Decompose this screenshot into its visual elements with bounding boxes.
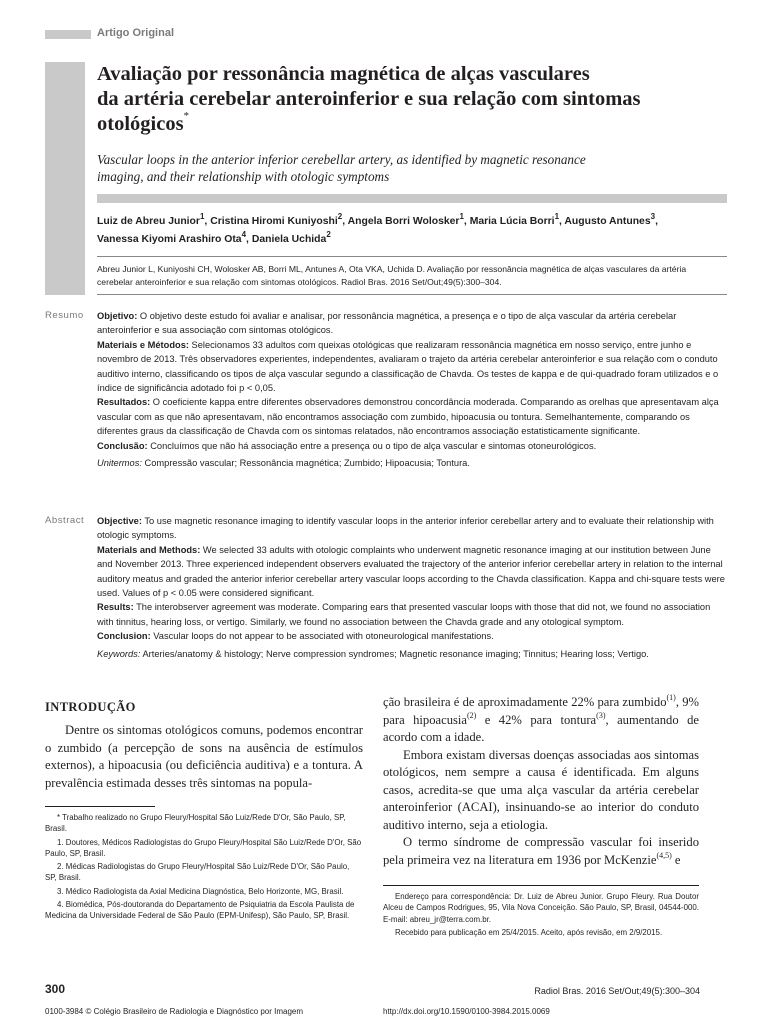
left-footnotes bbox=[45, 812, 363, 924]
abstract-tag: Abstract bbox=[45, 515, 85, 526]
author-name: Maria Lúcia Borri bbox=[469, 216, 555, 227]
authors-line-1: Luiz de Abreu Junior$^1$, Cristina Hiromi Kuniyoshi$^2$, Angela Borri Wolosker$^1$, Maria Lúcia Borri$^1$, Augusto Antunes$^3$, bbox=[97, 212, 658, 227]
left-footnote-rule bbox=[45, 806, 155, 807]
correspondence: Endereço para correspondência: Dr. Luiz de Abreu Junior. Grupo Fleury. Rua Doutor Alceu de Campos Rodrigues, 95, Vila Nova Conceição. São Paulo, SP, Brasil, 04544-000. E-mail: abreu_jr@terra.com.br. bbox=[383, 892, 699, 924]
intro-heading: INTRODUÇÃO bbox=[45, 700, 136, 714]
citation-line-2: cerebelar anteroinferior e sua relação com sintomas otológicos. Radiol Bras. 2016 Set/Out;49(5):300–304. bbox=[97, 277, 502, 287]
right-footnotes bbox=[383, 891, 699, 940]
author-name: Cristina Hiromi Kuniyoshi bbox=[210, 216, 338, 227]
intro-paragraph-3: Embora existam diversas doenças associadas aos sintomas otológicos, nem sempre a causa é identificada. Em alguns casos, acredita-se que uma alça vascular da artéria cerebelar anteroinferior (ACAI), insinuando-se ao interior do conduto auditivo interno, seja a etiologia. bbox=[383, 747, 699, 832]
author-affiliation: 1 bbox=[554, 212, 560, 221]
citation-line-1: Abreu Junior L, Kuniyoshi CH, Wolosker AB, Borri ML, Antunes A, Ota VKA, Uchida D. Avaliação por ressonância magnética de alças vasculares da artéria bbox=[97, 264, 687, 274]
authors bbox=[97, 213, 737, 249]
article-subtitle bbox=[97, 151, 737, 185]
citation bbox=[97, 263, 737, 289]
right-footnote-rule bbox=[383, 885, 699, 886]
title-line-1: Avaliação por ressonância magnética de alças vasculares bbox=[97, 63, 590, 85]
doi-link[interactable]: http://dx.doi.org/10.1590/0100-3984.2015.0069 bbox=[383, 1007, 550, 1016]
abstract-keywords: Keywords: Arteries/anatomy & histology; Nerve compression syndromes; Magnetic resonance imaging; Tinnitus; Hearing loss; Vertigo. bbox=[97, 648, 649, 659]
resumo-objetivo: Objetivo: O objetivo deste estudo foi avaliar e analisar, por ressonância magnética, a presença e o tipo de alça vascular da artéria cerebelar anteroinferior e sua associação com sintomas otológicos. bbox=[97, 311, 677, 336]
author-affiliation: 2 bbox=[337, 212, 343, 221]
resumo-metodos: Materiais e Métodos: Selecionamos 33 adultos com queixas otológicas que realizaram ressonância magnética em nosso serviço, entre junho e novembro de 2013. Três observadores experientes, independentes, avaliaram o trajeto da artéria cerebelar anteroinferior e sua relação com o conduto auditivo interno, classificando os tipos de alça vascular segundo a classificação de Chavda. Os testes de kappa e de qui-quadrado foram utilizados e o índice de significância adotado foi p < 0,05. bbox=[97, 339, 719, 394]
intro-paragraph-4: O termo síndrome de compressão vascular foi inserido pela primeira vez na literatura em 1936 por McKenzie$^{(4,5)}$ e bbox=[383, 835, 699, 867]
author-affiliation: 2 bbox=[326, 230, 331, 239]
citation-rule-top bbox=[97, 256, 727, 257]
author-name: Daniela Uchida bbox=[251, 234, 327, 245]
subtitle-line-1: Vascular loops in the anterior inferior cerebellar artery, as identified by magnetic resonance bbox=[97, 152, 586, 167]
resumo-resultados: Resultados: O coeficiente kappa entre diferentes observadores demonstrou concordância moderada. Comparando as orelhas que apresentavam alça vascular com as que não apresentavam, não encontramos associação com zumbido, hipoacusia ou tontura. Semelhantemente, comparando os diferentes graus da classificação de Chavda com os sintomas relatados, não encontramos associação estatisticamente significante. bbox=[97, 397, 719, 437]
journal-ref: Radiol Bras. 2016 Set/Out;49(5):300–304 bbox=[534, 986, 700, 996]
citation-rule-bottom bbox=[97, 294, 727, 295]
section-label: Artigo Original bbox=[97, 27, 174, 39]
footnote-item: 3. Médico Radiologista da Axial Medicina Diagnóstica, Belo Horizonte, MG, Brasil. bbox=[57, 886, 344, 896]
footnote-item: * Trabalho realizado no Grupo Fleury/Hospital São Luiz/Rede D'Or, São Paulo, SP, Brasil. bbox=[45, 813, 346, 834]
article-title bbox=[97, 62, 737, 137]
abstract-conclusion: Conclusion: Vascular loops do not appear to be associated with otoneurological manifestations. bbox=[97, 631, 494, 642]
intro-paragraph-2: ção brasileira é de aproximadamente 22% para zumbido$^{(1)}$, 9% para hipoacusia$^{(2)}$ e 42% para tontura$^{(3)}$, aumentando de acordo com a idade. bbox=[383, 693, 699, 744]
abstract-objective: Objective: To use magnetic resonance imaging to identify vascular loops in the anterior inferior cerebellar artery and to evaluate their relationship with otologic symptoms. bbox=[97, 516, 714, 541]
intro-right-column bbox=[383, 694, 699, 869]
page-number: 300 bbox=[45, 982, 66, 996]
intro-left-column bbox=[45, 722, 363, 792]
header-bar bbox=[45, 30, 91, 39]
author-name: Vanessa Kiyomi Arashiro Ota bbox=[97, 234, 242, 245]
footnote-item: 4. Biomédica, Pós-doutoranda do Departamento de Psiquiatria da Escola Paulista de Medicina da Universidade Federal de São Paulo (EPM-Unifesp), São Paulo, SP, Brasil. bbox=[45, 900, 355, 921]
footnote-item: 1. Doutores, Médicos Radiologistas do Grupo Fleury/Hospital São Luiz/Rede D'Or, São Paulo, SP, Brasil. bbox=[45, 837, 362, 858]
issn-copyright: 0100-3984 © Colégio Brasileiro de Radiologia e Diagnóstico por Imagem bbox=[45, 1007, 304, 1016]
author-affiliation: 3 bbox=[650, 212, 656, 221]
title-line-3: otológicos* bbox=[97, 110, 190, 135]
resumo-block bbox=[97, 309, 727, 470]
abstract-results: Results: The interobserver agreement was moderate. Comparing ears that presented vascular loops with those that did not, we found no association with tinnitus, hearing loss, or vertigo. Similarly, we found no association between the Chavda grade and any otological symptom. bbox=[97, 602, 711, 627]
resumo-conclusao: Conclusão: Concluímos que não há associação entre a presença ou o tipo de alça vascular e sintomas otoneurológicos. bbox=[97, 440, 597, 451]
title-mark: * bbox=[183, 110, 190, 122]
resumo-tag: Resumo bbox=[45, 310, 84, 321]
title-line-2: da artéria cerebelar anteroinferior e sua relação com sintomas bbox=[97, 88, 641, 110]
intro-paragraph-1: Dentre os sintomas otológicos comuns, podemos encontrar o zumbido (a percepção de sons na ausência de estímulos externos), a hipoacusia (ou deficiência auditiva) e a tontura. A prevalência estimada desses três sintomas na popula- bbox=[45, 723, 363, 790]
received-dates: Recebido para publicação em 25/4/2015. Aceito, após revisão, em 2/9/2015. bbox=[395, 927, 663, 937]
author-name: Augusto Antunes bbox=[564, 216, 651, 227]
author-name: Angela Borri Wolosker bbox=[347, 216, 460, 227]
author-affiliation: 1 bbox=[459, 212, 464, 221]
subtitle-line-2: imaging, and their relationship with otologic symptoms bbox=[97, 169, 390, 184]
author-affiliation: 4 bbox=[241, 230, 247, 239]
abstract-methods: Materials and Methods: We selected 33 adults with otologic complaints who underwent magnetic resonance imaging at our institution between June and November 2013. Three experienced independent observers evaluated the trajectory of the anterior inferior cerebellar artery in relation to the internal auditory meatus and graded the anterior inferior cerebellar artery vascular loops according to the Chavda classification. Kappa and chi-square tests were used. Values of p < 0.05 were considered significant. bbox=[97, 544, 725, 599]
title-side-bar bbox=[45, 62, 85, 295]
authors-line-2: Vanessa Kiyomi Arashiro Ota$^4$, Daniela Uchida$^2$ bbox=[97, 230, 331, 245]
subtitle-rule bbox=[97, 194, 727, 203]
footnote-item: 2. Médicas Radiologistas do Grupo Fleury/Hospital São Luiz/Rede D'Or, São Paulo, SP, Brasil. bbox=[45, 862, 350, 883]
abstract-block bbox=[97, 514, 727, 661]
resumo-keywords: Unitermos: Compressão vascular; Ressonância magnética; Zumbido; Hipoacusia; Tontura. bbox=[97, 458, 470, 469]
author-affiliation: 1 bbox=[199, 212, 205, 221]
author-name: Luiz de Abreu Junior bbox=[97, 216, 200, 227]
